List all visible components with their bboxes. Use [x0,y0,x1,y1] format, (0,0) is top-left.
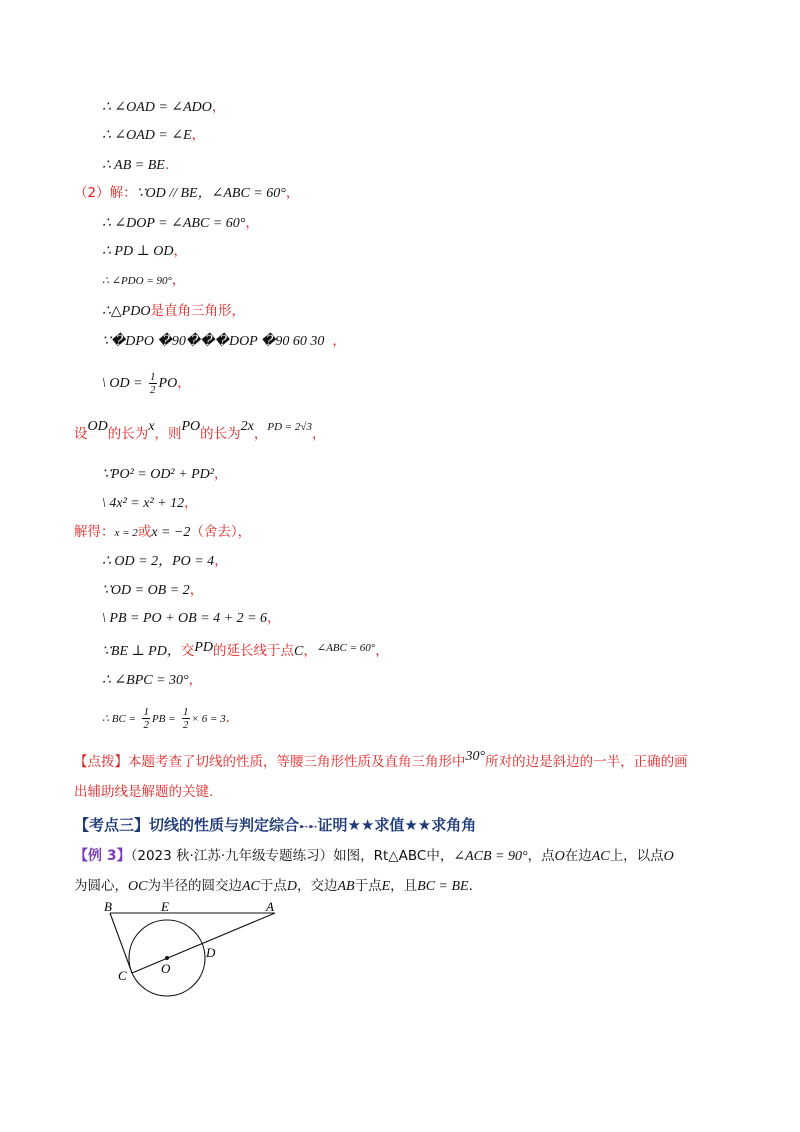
math-expr: ∵PO² = OD² + PD² [102,467,214,482]
math-expr: ∴ AB = BE [102,158,165,173]
section-title: 【考点三】切线的性质与判定综合 [74,816,300,834]
text: （2023 秋·江苏·九年级专题练习）如图， [130,848,374,864]
math-expr: PO [181,419,201,434]
text: 于点 [354,878,382,894]
math-expr: ∴ ∠OAD = ∠E [102,128,192,143]
text: 的长为 [107,426,149,442]
math-expr: x = 2 [114,527,138,539]
math-expr: ∴ ∠OAD = ∠ADO [102,100,212,115]
text: ，点 [527,848,555,864]
punct: ， [191,127,206,143]
math-expr: PD [194,640,214,655]
label-D: D [206,945,216,960]
example-line-1 [74,846,674,867]
proof-line-18 [102,641,389,662]
frac-den: 2 [183,718,189,731]
math-expr: ∵BE ⊥ PD， [102,644,181,659]
proof-line-3 [102,155,169,176]
math-expr: O [554,849,565,864]
example-label: 【例 3】 [74,848,131,864]
math-expr: O [663,849,674,864]
math-expr: PD = 2√3 [267,421,312,433]
proof-line-8 [102,301,245,322]
punct: ， [332,333,346,349]
math-expr: AB [337,879,355,894]
label-A: A [266,900,274,914]
punct: ， [245,215,259,231]
arrow-icon: ➸➸ [299,820,318,833]
math-expr: OC [128,879,148,894]
proof-line-14 [74,522,251,543]
math-expr: \ 4x² = x² + 12 [102,496,185,511]
center-point-O [165,956,169,960]
proof-line-4 [74,183,299,204]
math-expr-garbled: ∵�DPO �90���DOP �90 60 30 [102,334,325,349]
text: 为半径的圆交边 [147,878,242,894]
text: 解得： [74,524,115,540]
math-expr: PO [158,376,178,391]
text: ，且 [390,878,418,894]
proof-line-11 [74,419,326,447]
math-expr: \ OD = [102,376,143,391]
tip-text: 本题考查了切线的性质，等腰三角形性质及直角三角形中 [128,754,466,770]
math-expr: ∠ACB = 90° [453,849,528,864]
proof-line-2 [102,125,205,146]
punct: ， [211,99,226,115]
math-expr: × 6 = 3 [191,713,226,725]
math-expr: Rt△ABC [373,848,427,864]
part-label: （2）解： [74,185,137,201]
text: 交 [180,643,195,659]
punct: . [468,878,473,894]
punct: ， [189,582,204,598]
text: 在边 [564,848,592,864]
text: 设 [74,426,88,442]
punct: ， [237,524,252,540]
math-expr: ∵OD = OB = 2 [102,583,190,598]
example-line-2 [74,876,473,897]
proof-line-9 [102,331,346,352]
punct: ， [285,185,300,201]
section-heading [74,815,476,837]
math-expr: ∴△PDO [102,304,151,319]
text: 的延长线于点 [213,643,295,659]
frac-den: 2 [150,383,156,396]
segment-BC [110,913,132,973]
math-expr: ∴ ∠BPC = 30° [102,673,189,688]
text: （舍去） [190,524,238,540]
proof-line-12 [102,464,227,485]
punct: ， [188,672,203,688]
text: 是直角三角形， [150,303,245,319]
label-E: E [161,900,169,914]
proof-line-19 [102,670,202,691]
punct: ， [375,643,389,659]
punct: . [225,710,230,726]
math-expr: ∴ ∠PDO = 90° [102,275,172,287]
proof-line-17 [102,608,281,629]
math-expr: ∴ BC = [102,713,136,725]
punct: ， [303,643,317,659]
punct: ， [184,495,198,511]
proof-line-15 [102,551,228,572]
math-expr: x = −2 [151,525,191,540]
punct: ， [253,426,268,442]
proof-line-7 [102,270,185,291]
math-expr: ∴ ∠DOP = ∠ABC = 60° [102,216,246,231]
punct: ， [311,426,326,442]
fraction-half [149,371,157,396]
label-O: O [161,961,171,976]
frac-num: 1 [150,370,156,383]
math-expr: ∴ OD = 2，PO = 4 [102,554,215,569]
punct: ， [171,272,186,288]
tip-line-1 [74,750,688,775]
punct: ， [173,243,187,259]
punct: ， [267,610,281,626]
math-expr: OD [87,419,108,434]
text: 于点 [259,878,287,894]
section-tags: 证明★★求值★★求角角 [317,816,477,834]
math-expr: x [148,419,155,434]
text: 中， [426,848,454,864]
tip-label: 【点拨】 [74,754,128,770]
math-expr: \ PB = PO + OB = 4 + 2 = 6 [102,611,268,626]
geometry-figure [100,900,300,1010]
math-expr: ∠ABC = 60° [316,642,376,654]
math-expr: AC [591,849,610,864]
frac-den: 2 [143,718,149,731]
punct: ， [177,375,191,391]
proof-line-13 [102,493,198,514]
math-expr: ∵OD // BE，∠ABC = 60° [136,186,286,201]
proof-line-20 [102,703,230,734]
label-C: C [118,968,127,983]
math-expr: ∴ PD ⊥ OD [102,244,174,259]
tip-line-2 [74,782,213,802]
tip-text: 出辅助线是解题的关键. [74,784,214,800]
frac-num: 1 [183,705,189,718]
punct: ， [214,553,228,569]
math-expr: 30° [465,749,486,764]
punct: ， [213,466,228,482]
label-B: B [104,900,112,914]
proof-line-6 [102,241,187,262]
fraction-half [142,706,150,731]
text: 或 [137,524,152,540]
math-expr: D [286,879,297,894]
fraction-half [182,706,190,731]
text: ，交边 [296,878,338,894]
text: 的长为 [200,426,241,442]
text: 上，以点 [609,848,664,864]
proof-line-1 [102,97,225,118]
math-expr: AC [241,879,260,894]
text: 为圆心， [74,878,128,894]
proof-line-16 [102,580,203,601]
math-expr: PB = [151,713,176,725]
tip-text: 所对的边是斜边的一半，正确的画 [485,754,688,770]
punct: . [164,157,170,173]
math-expr: 2x [240,419,254,434]
math-expr: C [294,644,304,659]
text: ，则 [154,426,182,442]
proof-line-5 [102,213,259,234]
math-expr: BC = BE [417,879,469,894]
math-expr: E [381,879,391,894]
frac-num: 1 [143,705,149,718]
proof-line-10 [102,368,191,399]
